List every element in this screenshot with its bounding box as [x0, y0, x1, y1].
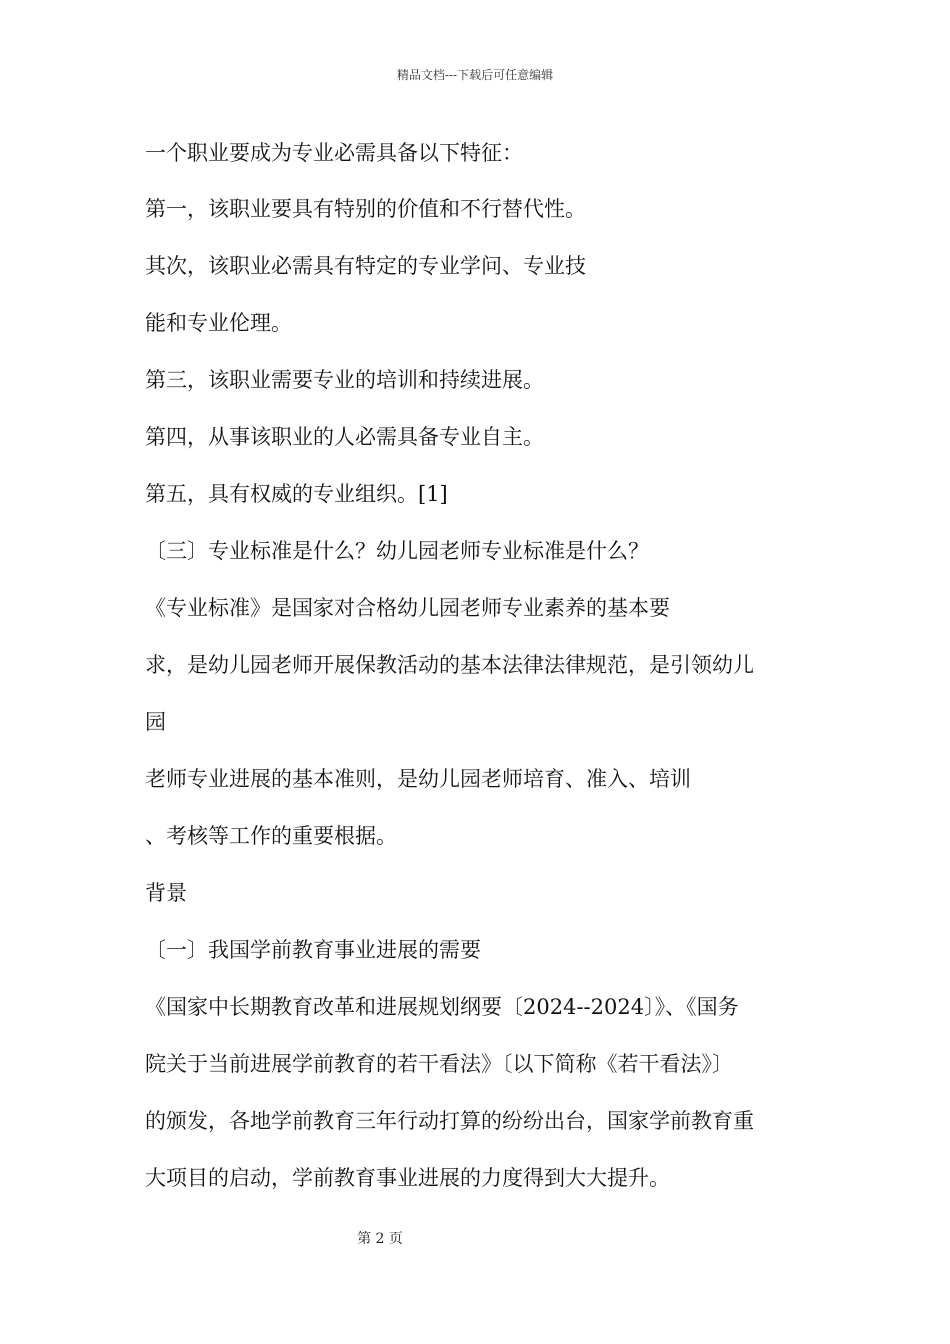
- body-text-line: 大项目的启动，学前教育事业进展的力度得到大大提升。: [145, 1166, 670, 1190]
- body-text-line: 园: [145, 710, 166, 734]
- section-heading: 〔三〕专业标准是什么？幼儿园老师专业标准是什么？: [145, 539, 649, 563]
- body-text-line: 第四，从事该职业的人必需具备专业自主。: [145, 425, 544, 449]
- body-text-line: 能和专业伦理。: [145, 311, 292, 335]
- body-text-line: 一个职业要成为专业必需具备以下特征：: [145, 141, 523, 165]
- body-text-line: 其次，该职业必需具有特定的专业学问、专业技: [145, 254, 586, 278]
- body-text-line: 的颁发，各地学前教育三年行动打算的纷纷出台，国家学前教育重: [145, 1109, 754, 1133]
- body-text-line: 老师专业进展的基本准则，是幼儿园老师培育、准入、培训: [145, 767, 691, 791]
- body-text-line: 第五，具有权威的专业组织。[1]: [145, 482, 448, 506]
- body-text-line: 第一，该职业要具有特别的价值和不行替代性。: [145, 197, 586, 221]
- body-text-line: 、考核等工作的重要根据。: [145, 824, 397, 848]
- body-text-line: 第三，该职业需要专业的培训和持续进展。: [145, 368, 544, 392]
- body-text-line: 《专业标准》是国家对合格幼儿园老师专业素养的基本要: [145, 596, 670, 620]
- page-number: 第 2 页: [357, 1231, 403, 1247]
- section-heading: 背景: [145, 881, 187, 905]
- section-heading: 〔一〕我国学前教育事业进展的需要: [145, 938, 481, 962]
- body-text-line: 求，是幼儿园老师开展保教活动的基本法律法律规范，是引领幼儿: [145, 653, 754, 677]
- body-text-line: 院关于当前进展学前教育的若干看法》〔以下简称《若干看法》〕: [145, 1052, 733, 1076]
- page-header: 精品文档---下载后可任意编辑: [396, 68, 554, 82]
- body-text-line: 《国家中长期教育改革和进展规划纲要〔2024--2024〕》、《国务: [145, 995, 739, 1019]
